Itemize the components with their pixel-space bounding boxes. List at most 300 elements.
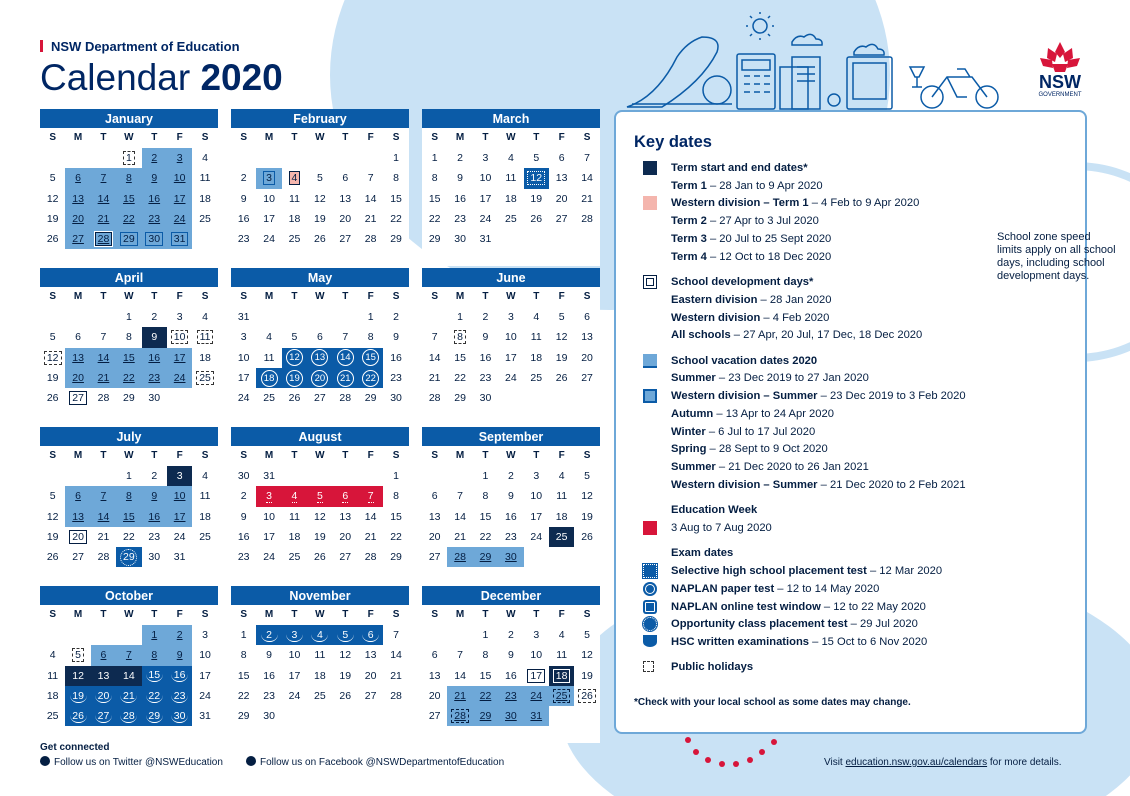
weekday-label: W bbox=[506, 291, 516, 302]
day-number: 6 bbox=[558, 152, 565, 165]
day-cell bbox=[192, 625, 217, 645]
day-number: 8 bbox=[125, 331, 132, 344]
day-number: 27 bbox=[428, 710, 441, 723]
week-row bbox=[422, 686, 600, 706]
day-number: 18 bbox=[553, 669, 571, 683]
day-number: 25 bbox=[288, 551, 301, 564]
key-dates-title: Key dates bbox=[634, 133, 712, 151]
day-number: 7 bbox=[125, 649, 132, 662]
month-february bbox=[231, 109, 409, 266]
naplan-online-legend-icon bbox=[643, 600, 657, 614]
day-number: 5 bbox=[49, 490, 56, 503]
week-row bbox=[422, 229, 600, 249]
day-number: 2 bbox=[176, 629, 183, 642]
day-number: 8 bbox=[454, 330, 466, 344]
week-row bbox=[231, 189, 409, 209]
day-cell bbox=[447, 229, 472, 249]
day-cell bbox=[91, 327, 116, 347]
day-cell bbox=[574, 507, 599, 527]
week-row bbox=[422, 307, 600, 327]
day-number: 29 bbox=[237, 710, 250, 723]
day-cell bbox=[40, 209, 65, 229]
day-number: 12 bbox=[581, 490, 593, 503]
day-cell bbox=[282, 527, 307, 547]
day-cell bbox=[473, 625, 498, 645]
day-cell bbox=[65, 686, 90, 706]
day-cell bbox=[116, 229, 141, 249]
day-cell bbox=[422, 307, 447, 327]
week-row bbox=[40, 507, 218, 527]
day-cell bbox=[256, 527, 281, 547]
day-cell bbox=[383, 527, 408, 547]
day-number: 6 bbox=[342, 489, 349, 502]
day-number: 19 bbox=[314, 213, 326, 226]
day-number: 24 bbox=[288, 690, 301, 703]
day-number: 22 bbox=[454, 372, 466, 385]
day-number: 23 bbox=[505, 531, 517, 544]
weekday-label: T bbox=[291, 132, 298, 143]
get-connected-heading: Get connected bbox=[40, 742, 110, 753]
day-cell bbox=[192, 666, 217, 686]
day-cell bbox=[256, 507, 281, 527]
week-row bbox=[422, 645, 600, 665]
month-header: February bbox=[231, 109, 409, 128]
facebook-icon bbox=[246, 756, 256, 766]
day-number: 18 bbox=[199, 192, 211, 205]
twitter-link[interactable]: Follow us on Twitter @NSWEducation bbox=[40, 756, 223, 768]
day-cell bbox=[498, 148, 523, 168]
weekday-label: T bbox=[100, 609, 107, 620]
week-row bbox=[40, 148, 218, 168]
day-number: 4 bbox=[558, 629, 565, 642]
day-number: 19 bbox=[555, 351, 568, 364]
day-cell bbox=[473, 168, 498, 188]
day-number: 15 bbox=[123, 351, 135, 364]
day-cell bbox=[192, 466, 217, 486]
day-cell bbox=[307, 625, 332, 645]
term4-entry: Term 4 – 12 Oct to 18 Dec 2020 bbox=[671, 251, 832, 263]
day-cell bbox=[333, 507, 358, 527]
waratah-icon bbox=[1030, 40, 1090, 74]
day-number: 3 bbox=[482, 152, 489, 165]
day-cell bbox=[473, 189, 498, 209]
day-number: 9 bbox=[151, 172, 158, 185]
weekday-label: W bbox=[315, 291, 325, 302]
day-cell bbox=[231, 625, 256, 645]
weekday-label: M bbox=[73, 291, 83, 302]
day-cell bbox=[422, 486, 447, 506]
day-number: 25 bbox=[530, 372, 543, 385]
naplan-paper-entry: NAPLAN paper test – 12 to 14 May 2020 bbox=[671, 583, 880, 595]
day-cell bbox=[307, 327, 332, 347]
day-cell bbox=[40, 348, 65, 368]
day-number: 25 bbox=[314, 690, 326, 703]
west-term1-entry: Western division – Term 1 – 4 Feb to 9 Apr 2020 bbox=[671, 197, 920, 209]
day-cell bbox=[447, 625, 472, 645]
day-number: 14 bbox=[454, 669, 466, 682]
day-number: 20 bbox=[72, 372, 84, 385]
day-cell bbox=[524, 666, 549, 686]
day-cell bbox=[256, 189, 281, 209]
day-cell bbox=[549, 388, 574, 408]
day-cell bbox=[167, 625, 192, 645]
weekday-label: T bbox=[533, 291, 540, 302]
day-number: 1 bbox=[125, 311, 132, 324]
day-cell bbox=[549, 168, 574, 188]
week-row bbox=[231, 466, 409, 486]
spring-entry: Spring – 28 Sept to 9 Oct 2020 bbox=[671, 443, 828, 455]
weekday-label: M bbox=[264, 132, 274, 143]
day-cell bbox=[256, 168, 281, 188]
day-number: 21 bbox=[97, 213, 110, 226]
weekday-label: F bbox=[367, 450, 374, 461]
day-number: 1 bbox=[123, 151, 135, 165]
weekday-label: T bbox=[151, 132, 158, 143]
day-number: 15 bbox=[428, 192, 441, 205]
month-header: June bbox=[422, 268, 600, 287]
day-cell bbox=[231, 189, 256, 209]
day-cell bbox=[231, 148, 256, 168]
day-number: 15 bbox=[362, 349, 379, 366]
day-cell bbox=[256, 148, 281, 168]
day-cell bbox=[256, 348, 281, 368]
day-number: 5 bbox=[49, 172, 56, 185]
day-number: 29 bbox=[146, 710, 163, 723]
day-cell bbox=[65, 368, 90, 388]
day-cell bbox=[333, 645, 358, 665]
facebook-link[interactable]: Follow us on Facebook @NSWDepartmentofEducation bbox=[246, 756, 504, 768]
day-cell bbox=[65, 547, 90, 567]
day-cell bbox=[116, 507, 141, 527]
weekday-label: S bbox=[392, 450, 400, 461]
day-cell bbox=[282, 168, 307, 188]
day-cell bbox=[333, 348, 358, 368]
day-cell bbox=[358, 625, 383, 645]
day-number: 1 bbox=[151, 629, 158, 642]
day-cell bbox=[91, 625, 116, 645]
day-cell bbox=[473, 307, 498, 327]
day-cell bbox=[574, 348, 599, 368]
day-cell bbox=[91, 148, 116, 168]
day-number: 8 bbox=[240, 649, 247, 662]
day-cell bbox=[167, 209, 192, 229]
day-cell bbox=[307, 507, 332, 527]
day-cell bbox=[167, 148, 192, 168]
day-number: 26 bbox=[314, 233, 326, 246]
day-cell bbox=[65, 209, 90, 229]
day-cell bbox=[422, 229, 447, 249]
day-number: 27 bbox=[72, 551, 84, 564]
day-number: 31 bbox=[173, 551, 186, 564]
day-cell bbox=[524, 507, 549, 527]
day-number: 7 bbox=[342, 331, 349, 344]
day-cell bbox=[167, 547, 192, 567]
weekday-label: S bbox=[240, 132, 248, 143]
day-cell bbox=[167, 388, 192, 408]
weekday-label: S bbox=[49, 291, 57, 302]
day-number: 17 bbox=[288, 669, 301, 682]
day-number: 17 bbox=[237, 372, 250, 385]
day-number: 20 bbox=[428, 531, 441, 544]
term2-entry: Term 2 – 27 Apr to 3 Jul 2020 bbox=[671, 215, 819, 227]
day-number: 18 bbox=[199, 351, 211, 364]
day-cell bbox=[282, 348, 307, 368]
vacation-heading: School vacation dates 2020 bbox=[671, 355, 818, 367]
month-header: March bbox=[422, 109, 600, 128]
day-cell bbox=[256, 368, 281, 388]
day-number: 12 bbox=[314, 192, 326, 205]
day-number: 20 bbox=[364, 669, 377, 682]
day-number: 17 bbox=[263, 531, 275, 544]
day-number: 6 bbox=[431, 490, 438, 503]
day-number: 5 bbox=[533, 152, 540, 165]
day-cell bbox=[473, 148, 498, 168]
day-number: 29 bbox=[454, 392, 466, 405]
day-cell bbox=[256, 625, 281, 645]
day-number: 28 bbox=[364, 551, 377, 564]
day-number: 21 bbox=[364, 213, 377, 226]
day-number: 8 bbox=[151, 649, 158, 662]
weekday-label: S bbox=[49, 132, 57, 143]
week-row bbox=[40, 229, 218, 249]
day-cell bbox=[231, 507, 256, 527]
week-row bbox=[231, 168, 409, 188]
month-header: August bbox=[231, 427, 409, 446]
day-cell bbox=[333, 368, 358, 388]
decorative-dots bbox=[680, 732, 790, 772]
day-cell bbox=[231, 327, 256, 347]
day-cell bbox=[192, 368, 217, 388]
day-cell bbox=[307, 229, 332, 249]
day-cell bbox=[116, 466, 141, 486]
day-cell bbox=[447, 645, 472, 665]
day-cell bbox=[358, 388, 383, 408]
day-number: 17 bbox=[530, 510, 543, 523]
day-number: 15 bbox=[123, 510, 135, 523]
day-cell bbox=[574, 229, 599, 249]
month-october bbox=[40, 586, 218, 743]
day-number: 16 bbox=[148, 192, 161, 205]
day-cell bbox=[447, 466, 472, 486]
day-number: 11 bbox=[47, 669, 59, 682]
day-cell bbox=[383, 189, 408, 209]
day-number: 18 bbox=[199, 510, 211, 523]
weekday-label: S bbox=[431, 132, 439, 143]
day-number: 15 bbox=[390, 510, 402, 523]
day-cell bbox=[142, 307, 167, 327]
day-cell bbox=[473, 388, 498, 408]
day-cell bbox=[549, 209, 574, 229]
day-cell bbox=[447, 666, 472, 686]
day-number: 24 bbox=[263, 551, 275, 564]
day-cell bbox=[192, 686, 217, 706]
weekday-row bbox=[231, 128, 409, 148]
day-cell bbox=[473, 706, 498, 726]
day-cell bbox=[422, 547, 447, 567]
day-cell bbox=[473, 507, 498, 527]
day-cell bbox=[549, 466, 574, 486]
week-row bbox=[231, 148, 409, 168]
day-cell bbox=[231, 547, 256, 567]
month-header: December bbox=[422, 586, 600, 605]
day-cell bbox=[256, 388, 281, 408]
day-number: 22 bbox=[479, 690, 492, 703]
day-cell bbox=[498, 168, 523, 188]
month-header: July bbox=[40, 427, 218, 446]
day-cell bbox=[167, 486, 192, 506]
week-row bbox=[40, 666, 218, 686]
day-cell bbox=[192, 348, 217, 368]
day-cell bbox=[40, 307, 65, 327]
day-number: 31 bbox=[479, 233, 492, 246]
weekday-label: S bbox=[240, 609, 248, 620]
week-row bbox=[40, 189, 218, 209]
logo-text: NSW bbox=[1039, 72, 1081, 92]
day-cell bbox=[524, 527, 549, 547]
day-cell bbox=[256, 307, 281, 327]
day-number: 14 bbox=[364, 510, 377, 523]
day-number: 20 bbox=[69, 530, 87, 544]
day-cell bbox=[91, 706, 116, 726]
day-cell bbox=[91, 527, 116, 547]
weekday-label: W bbox=[124, 291, 134, 302]
day-cell bbox=[116, 168, 141, 188]
day-cell bbox=[142, 368, 167, 388]
day-number: 28 bbox=[339, 392, 352, 405]
day-number: 22 bbox=[362, 370, 379, 387]
day-cell bbox=[383, 307, 408, 327]
day-cell bbox=[231, 686, 256, 706]
day-number: 4 bbox=[202, 152, 208, 165]
month-header: May bbox=[231, 268, 409, 287]
day-cell bbox=[574, 368, 599, 388]
footnote: *Check with your local school as some dates may change. bbox=[634, 697, 911, 708]
day-number: 22 bbox=[390, 213, 402, 226]
day-number: 24 bbox=[173, 531, 186, 544]
day-cell bbox=[65, 706, 90, 726]
day-cell bbox=[192, 168, 217, 188]
day-cell bbox=[358, 686, 383, 706]
day-number: 27 bbox=[555, 213, 568, 226]
day-number: 30 bbox=[148, 551, 161, 564]
day-number: 10 bbox=[263, 510, 275, 523]
month-august bbox=[231, 427, 409, 584]
day-cell bbox=[307, 388, 332, 408]
week-row bbox=[422, 625, 600, 645]
day-cell bbox=[524, 229, 549, 249]
day-cell bbox=[192, 229, 217, 249]
day-cell bbox=[383, 348, 408, 368]
weekday-label: S bbox=[431, 609, 439, 620]
day-number: 24 bbox=[530, 690, 543, 703]
day-number: 8 bbox=[393, 490, 399, 503]
day-number: 10 bbox=[530, 649, 543, 662]
day-cell bbox=[256, 327, 281, 347]
weekday-label: M bbox=[455, 450, 465, 461]
day-number: 6 bbox=[342, 172, 349, 185]
day-number: 26 bbox=[46, 233, 59, 246]
day-cell bbox=[192, 307, 217, 327]
day-cell bbox=[167, 368, 192, 388]
day-cell bbox=[383, 625, 408, 645]
weekday-label: W bbox=[124, 132, 134, 143]
week-row bbox=[422, 189, 600, 209]
day-cell bbox=[167, 348, 192, 368]
day-cell bbox=[422, 507, 447, 527]
day-cell bbox=[142, 348, 167, 368]
day-number: 23 bbox=[454, 213, 466, 226]
day-number: 16 bbox=[479, 351, 492, 364]
day-cell bbox=[383, 229, 408, 249]
day-cell bbox=[498, 527, 523, 547]
day-number: 26 bbox=[288, 392, 301, 405]
day-cell bbox=[473, 229, 498, 249]
nsw-government-logo bbox=[1030, 40, 1090, 102]
day-cell bbox=[231, 486, 256, 506]
day-cell bbox=[167, 507, 192, 527]
day-number: 31 bbox=[530, 710, 543, 723]
day-cell bbox=[358, 666, 383, 686]
day-cell bbox=[40, 368, 65, 388]
day-cell bbox=[40, 148, 65, 168]
day-number: 18 bbox=[46, 690, 59, 703]
weekday-label: T bbox=[151, 450, 158, 461]
day-number: 23 bbox=[148, 213, 161, 226]
day-cell bbox=[383, 466, 408, 486]
day-number: 3 bbox=[240, 331, 247, 344]
sdd-east-entry: Eastern division – 28 Jan 2020 bbox=[671, 294, 832, 306]
sdd-legend-icon bbox=[643, 275, 657, 289]
weekday-label: W bbox=[124, 450, 134, 461]
day-number: 22 bbox=[479, 531, 492, 544]
day-cell bbox=[192, 507, 217, 527]
day-number: 1 bbox=[482, 629, 489, 642]
day-cell bbox=[231, 209, 256, 229]
day-number: 7 bbox=[367, 489, 374, 502]
week-row bbox=[231, 686, 409, 706]
calendars-link[interactable]: education.nsw.gov.au/calendars bbox=[845, 757, 988, 768]
day-number: 19 bbox=[46, 213, 59, 226]
day-number: 22 bbox=[123, 372, 135, 385]
day-number: 13 bbox=[428, 669, 441, 682]
weekday-label: T bbox=[342, 132, 349, 143]
day-number: 14 bbox=[123, 669, 135, 682]
day-cell bbox=[447, 486, 472, 506]
day-cell bbox=[40, 189, 65, 209]
day-cell bbox=[383, 507, 408, 527]
day-number: 7 bbox=[393, 629, 399, 642]
day-cell bbox=[116, 307, 141, 327]
day-number: 3 bbox=[507, 311, 514, 324]
day-cell bbox=[383, 645, 408, 665]
day-cell bbox=[549, 547, 574, 567]
week-row bbox=[40, 625, 218, 645]
day-cell bbox=[333, 686, 358, 706]
week-row bbox=[40, 486, 218, 506]
day-cell bbox=[549, 625, 574, 645]
day-cell bbox=[116, 625, 141, 645]
day-number: 5 bbox=[72, 648, 84, 662]
weekday-label: M bbox=[455, 291, 465, 302]
day-cell bbox=[333, 466, 358, 486]
day-number: 11 bbox=[289, 510, 300, 523]
day-cell bbox=[358, 645, 383, 665]
day-number: 21 bbox=[97, 531, 110, 544]
hsc-entry: HSC written examinations – 15 Oct to 6 Nov 2020 bbox=[671, 636, 928, 648]
weekday-label: F bbox=[367, 291, 374, 302]
day-cell bbox=[498, 388, 523, 408]
day-number: 2 bbox=[151, 470, 158, 483]
